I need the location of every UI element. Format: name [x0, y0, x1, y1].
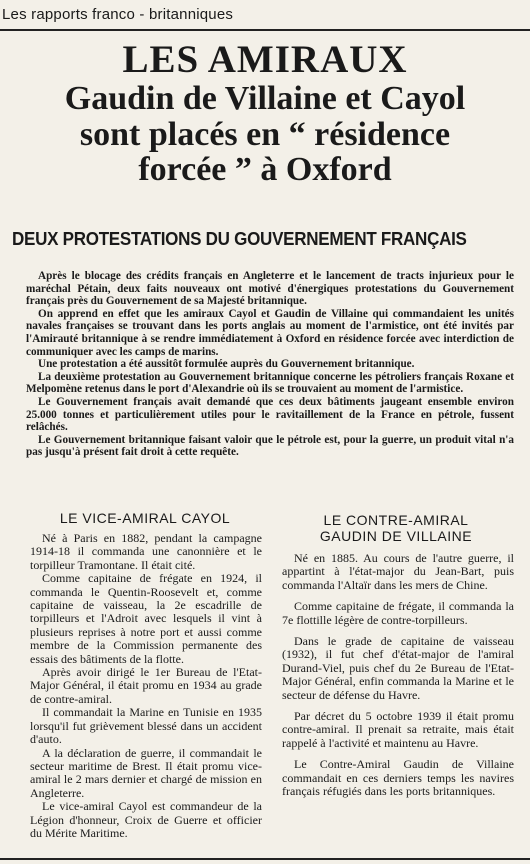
headline-line-3: sont placés en “ résidence [79, 115, 451, 153]
headline [0, 40, 530, 188]
left-column-body [30, 532, 262, 840]
lead-paragraph: Le Gouvernement britannique faisant valoir que le pétrole est, pour la guerre, un produit vital n'a pas jusqu'à présent fait droit à cette requête. [26, 433, 514, 459]
left-paragraph: A la déclaration de guerre, il commandait le secteur maritime de Brest. Il était promu vice-amiral le 2 mars dernier et chargé de mission en Angleterre. [30, 745, 262, 800]
left-column-heading: LE VICE-AMIRAL CAYOL [59, 510, 231, 526]
lead-paragraph: Une protestation a été aussitôt formulée auprès du Gouvernement britannique. [38, 358, 415, 371]
lead-article [26, 270, 514, 459]
section-rubric: Les rapports franco - britanniques [2, 6, 234, 23]
right-paragraph: Le Contre-Amiral Gaudin de Villaine commandait en ces derniers temps les navires français réfugiés dans les ports britanniques. [282, 757, 514, 799]
lead-paragraph: Après le blocage des crédits français en Angleterre et le lancement de tracts injurieux pour le maréchal Pétain, deux faits nouveaux ont motivé d'énergiques protestations du Gouvernement français près du Gouvernement de sa Majesté britannique. [26, 270, 514, 308]
headline-line-1: LES AMIRAUX [122, 38, 408, 81]
left-paragraph: Né à Paris en 1882, pendant la campagne 1914-18 il commanda une canonnière et le torpilleur Tramontane. Il était cité. [30, 531, 262, 572]
right-heading-line-1: LE CONTRE-AMIRAL [323, 512, 469, 528]
headline-line-2: Gaudin de Villaine et Cayol [64, 79, 466, 117]
lead-paragraph: La deuxième protestation au Gouvernement britannique concerne les pétroliers français Roxane et Melpomène retenus dans le port d'Alexandrie où ils se trouvaient au moment de l'armistice. [26, 370, 514, 396]
right-paragraph: Par décret du 5 octobre 1939 il était promu contre-amiral. Il prenait sa retraite, mais était rappelé à l'activité et maintenu au Havre. [282, 709, 514, 750]
lead-paragraph: On apprend en effet que les amiraux Cayol et Gaudin de Villaine qui commandaient les unités navales françaises se trouvant dans les ports anglais au moment de l'armistice, ont été invités par l'Amirauté britannique à se rendre immédiatement à Oxford en résidence forcée avec interdiction de communiquer avec les camps de marins. [26, 307, 514, 358]
left-paragraph: Après avoir dirigé le 1er Bureau de l'Etat-Major Général, il était promu en 1934 au grade de contre-amiral. [30, 665, 262, 706]
left-paragraph: Le vice-amiral Cayol est commandeur de la Légion d'honneur, Croix de Guerre et officier du Mérite Maritime. [30, 799, 262, 840]
lead-paragraph: Le Gouvernement français avait demandé que ces deux bâtiments jaugeant ensemble environ 25.000 tonnes et particulièrement utiles pour le ravitaillement de la France en pétrole, fussent relâchés. [26, 395, 514, 434]
headline-line-4: forcée ” à Oxford [138, 151, 392, 189]
right-heading-line-2: GAUDIN DE VILLAINE [319, 528, 473, 544]
rubric-divider [0, 29, 530, 31]
subheadline: DEUX PROTESTATIONS DU GOUVERNEMENT FRANÇAIS [12, 228, 467, 249]
right-paragraph: Dans le grade de capitaine de vaisseau (1932), il fut chef d'état-major de l'amiral Durand-Viel, puis chef du 2e Bureau de l'Etat-Major Général, enfin commanda la Marine et le secteur de défense du Havre. [282, 634, 514, 702]
right-column-heading [278, 512, 514, 544]
left-paragraph: Comme capitaine de frégate en 1924, il commanda le Quentin-Roosevelt et, comme capitaine de vaisseau, la 2e escadrille de torpilleurs et l'Adroit avec lesquels il vint à plusieurs reprises à notre port et aussi comme membre de la Commission permanente des essais des bâtiments de la flotte. [30, 571, 262, 666]
right-paragraph: Comme capitaine de frégate, il commanda la 7e flottille légère de contre-torpilleurs. [282, 599, 514, 627]
left-paragraph: Il commandait la Marine en Tunisie en 1935 lorsqu'il fut grièvement blessé dans un accident d'auto. [30, 705, 262, 747]
right-paragraph: Né en 1885. Au cours de l'autre guerre, il appartint à l'état-major du Jean-Bart, puis commanda l'Altaïr dans les mers de Chine. [282, 551, 514, 592]
right-column-body [282, 552, 514, 799]
bottom-divider [0, 858, 530, 860]
